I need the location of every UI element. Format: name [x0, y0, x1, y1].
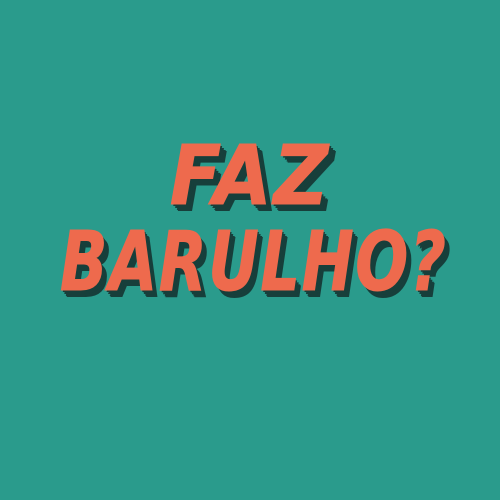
- headline-line-2: BARULHO?: [60, 215, 448, 310]
- headline-line-1: FAZ: [169, 129, 331, 224]
